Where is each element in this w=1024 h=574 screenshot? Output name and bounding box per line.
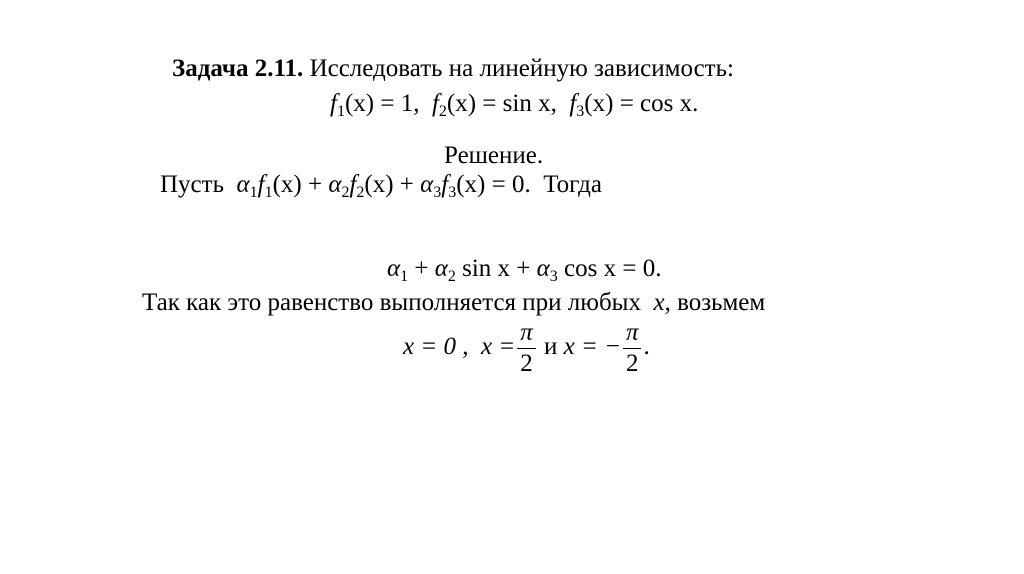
- f-2-index: 2: [356, 184, 365, 201]
- alpha-1: α: [236, 171, 250, 198]
- sin-term: sin x +: [455, 255, 537, 282]
- alpha-1: α: [387, 255, 401, 282]
- f1-index: 1: [336, 103, 345, 120]
- fraction-numerator: π: [520, 318, 533, 346]
- term-1: (x) +: [272, 171, 329, 198]
- cos-term: cos x = 0.: [557, 255, 662, 282]
- reduced-equation-line: [387, 254, 661, 284]
- problem-title-line: [172, 54, 734, 84]
- alpha-2: α: [434, 255, 448, 282]
- value-1: x = 0 ,: [403, 333, 469, 360]
- values-line: [403, 316, 650, 379]
- alpha-2-index: 2: [447, 268, 456, 285]
- fraction-denominator: 2: [520, 349, 533, 377]
- alpha-3-index: 3: [433, 184, 442, 201]
- alpha-2: α: [328, 171, 342, 198]
- f3-index: 3: [576, 103, 585, 120]
- f2-def: (x) = sin x,: [446, 90, 557, 117]
- let-equation-line: [160, 170, 602, 200]
- term-3: (x) = 0.: [456, 171, 531, 198]
- since-var: x: [653, 289, 665, 316]
- minus-pi-over-two-fraction: [623, 318, 642, 379]
- alpha-2-index: 2: [341, 184, 350, 201]
- since-line: [142, 288, 765, 318]
- functions-line: [330, 89, 698, 119]
- alpha-3-index: 3: [549, 268, 558, 285]
- f2-name: f: [431, 90, 439, 117]
- solution-heading: Решение.: [444, 142, 544, 169]
- since-text: Так как это равенство выполняется при любых: [142, 289, 641, 316]
- value-3-lhs: x = −: [563, 333, 621, 360]
- f3-def: (x) = cos x.: [584, 90, 699, 117]
- f1-def: (x) = 1,: [344, 90, 420, 117]
- alpha-1-index: 1: [400, 268, 409, 285]
- alpha-3: α: [536, 255, 550, 282]
- f-3: f: [441, 171, 449, 198]
- term-2: (x) +: [364, 171, 421, 198]
- f-3-index: 3: [448, 184, 457, 201]
- f-2: f: [349, 171, 357, 198]
- problem-label: Задача 2.11.: [172, 55, 304, 82]
- f3-name: f: [569, 90, 577, 117]
- let-word: Пусть: [160, 171, 224, 198]
- then-word: Тогда: [543, 171, 602, 198]
- fraction-numerator: π: [625, 318, 639, 346]
- problem-statement: Исследовать на линейную зависимость:: [309, 55, 734, 82]
- since-tail: , возьмем: [664, 289, 766, 316]
- f-1: f: [257, 171, 265, 198]
- alpha-3: α: [420, 171, 434, 198]
- pi-over-two-fraction: [517, 318, 536, 379]
- value-2-lhs: x =: [480, 333, 516, 360]
- f2-index: 2: [438, 103, 447, 120]
- values-end: .: [643, 333, 650, 360]
- fraction-denominator: 2: [625, 349, 639, 377]
- f1-name: f: [330, 90, 337, 117]
- and-word: и: [543, 333, 558, 360]
- f-1-index: 1: [264, 184, 273, 201]
- plus-1: +: [408, 255, 435, 282]
- alpha-1-index: 1: [249, 184, 258, 201]
